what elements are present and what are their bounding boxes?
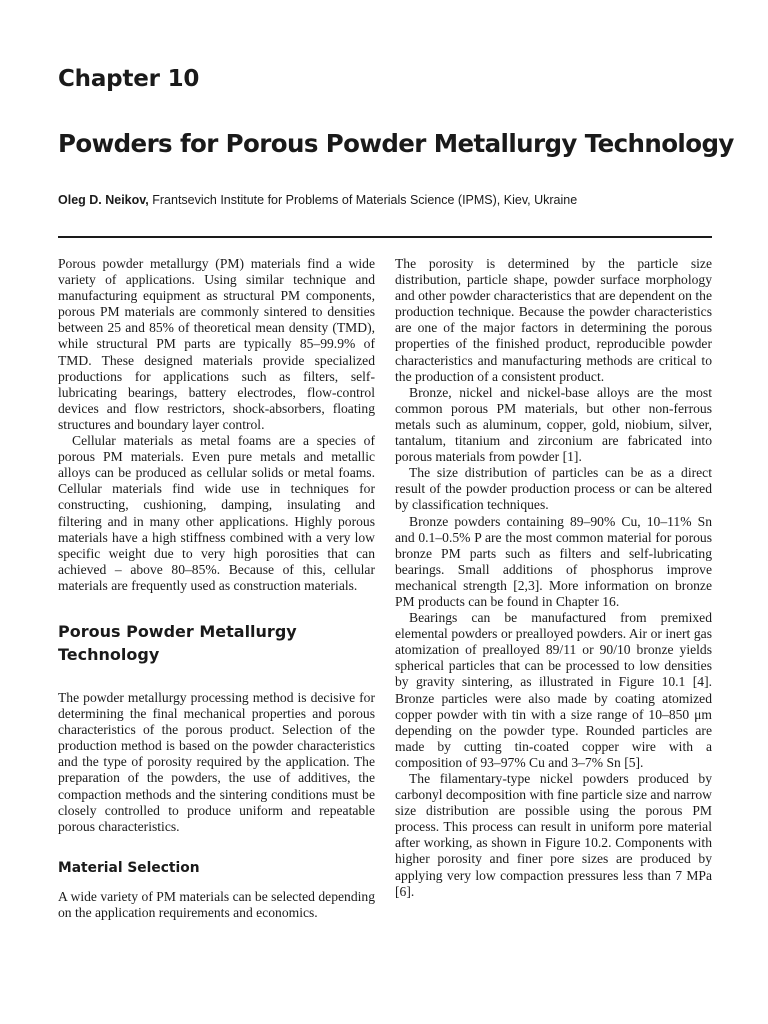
body-paragraph: The size distribution of particles can be as a direct result of the powder production process or can be altered by classification techniques. xyxy=(395,465,712,513)
body-paragraph: Bronze, nickel and nickel-base alloys are the most common porous PM materials, but other non-ferrous metals such as aluminum, copper, gold, niobium, silver, tantalum, titanium and zirconium are fabricated into porous materials from powder [1]. xyxy=(395,384,712,465)
body-paragraph: The porosity is determined by the particle size distribution, particle shape, powder surface morphology and other powder characteristics that are dependent on the production technique. Because the powder characteristics are one of the major factors in determining the porous properties of the finished product, reproducible powder characteristics and manufacturing methods are critical to the production of a consistent product. xyxy=(395,256,712,384)
right-column xyxy=(395,256,712,900)
body-paragraph: Cellular materials as metal foams are a species of porous PM materials. Even pure metals and metallic alloys can be produced as cellular solids or metal foams. Cellular materials find wide use in techniques for constructing, cushioning, damping, insulating and filtering and in many other applications. Highly porous materials have a high stiffness combined with a very low specific weight due to very high porosities that can achieved – above 80–85%. Because of this, cellular materials are frequently used as construction materials. xyxy=(58,433,375,593)
section-heading: Porous Powder Metallurgy Technology xyxy=(58,621,297,664)
chapter-label: Chapter 10 xyxy=(58,66,200,92)
body-paragraph: The powder metallurgy processing method is decisive for determining the final mechanical properties and porous characteristics of the porous product. Selection of the production method is based on the powder characteristics and the type of porosity required by the application. The preparation of the powders, the use of additives, the compaction methods and the sintering conditions must be closely controlled to produce uniform and repeatable porous characteristics. xyxy=(58,689,375,834)
chapter-title: Powders for Porous Powder Metallurgy Technology xyxy=(58,129,734,158)
body-paragraph: Bearings can be manufactured from premixed elemental powders or prealloyed powders. Air or inert gas atomization of prealloyed 89/11 or 90/10 bronze yields spherical particles that can be processed to low densities by gravity sintering, as illustrated in Figure 10.1 [4]. Bronze particles were also made by coating atomized copper powder with tin with a size range of 10–850 μm depending on the powder type. Rounded particles are made by cutting tin-coated copper wire with a composition of 93–97% Cu and 3–7% Sn [5]. xyxy=(395,610,712,770)
author-affiliation: Frantsevich Institute for Problems of Materials Science (IPMS), Kiev, Ukraine xyxy=(148,193,578,207)
left-column xyxy=(58,256,375,921)
author-name: Oleg D. Neikov, xyxy=(58,193,149,207)
author-line xyxy=(58,193,577,207)
body-paragraph: The filamentary-type nickel powders produced by carbonyl decomposition with fine particle size and narrow size distribution are possible using the porous PM process. This process can result in uniform pore material after working, as shown in Figure 10.2. Components with higher porosity and finer pore sizes are produced by applying very low compaction pressures less than 7 MPa [6]. xyxy=(395,771,712,899)
body-paragraph: Porous powder metallurgy (PM) materials find a wide variety of applications. Using similar technique and manufacturing equipment as structural PM components, porous PM materials are commonly sintered to densities between 25 and 85% of theoretical mean density (TMD), while structural PM parts are typically 85–99.9% of TMD. These designed materials provide specialized productions for applications such as filters, self-lubricating bearings, battery electrodes, flow-control devices and flow restrictors, shock-absorbers, floating structures and boundary layer control. xyxy=(58,256,375,432)
body-paragraph: A wide variety of PM materials can be selected depending on the application requirements and economics. xyxy=(58,888,375,920)
body-paragraph: Bronze powders containing 89–90% Cu, 10–11% Sn and 0.1–0.5% P are the most common material for porous bronze PM parts such as filters and self-lubricating bearings. Small additions of phosphorus improve mechanical strength [2,3]. More information on bronze PM products can be found in Chapter 16. xyxy=(395,513,712,609)
subsection-heading: Material Selection xyxy=(58,859,200,876)
header-divider xyxy=(58,236,712,238)
